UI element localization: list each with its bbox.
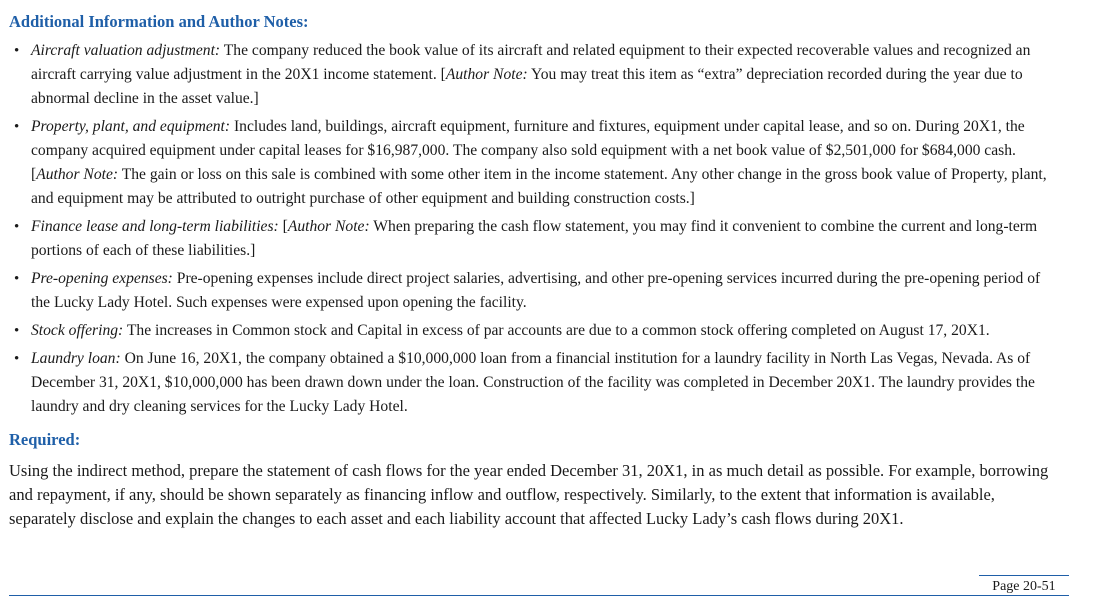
document-page — [9, 0, 1099, 531]
bullet: • — [14, 351, 20, 367]
bullet: • — [14, 43, 20, 59]
author-note-label: Author Note: — [287, 218, 370, 235]
page-number: Page 20-51 — [979, 575, 1069, 596]
note-aircraft-valuation — [9, 39, 1099, 111]
note-text: When preparing the cash flow statement, you may find it convenient to combine the current and long-term portions of each of these liabilities.] — [31, 218, 1038, 259]
required-text: Using the indirect method, prepare the statement of cash flows for the year ended December 31, 20X1, in as much detail as possible. For example, borrowing and repayment, if any, should be shown separately as financing inflow and outflow, respectively. Similarly, to the extent that information is available, separately disclose and explain the changes to each asset and each liability account that affected Lucky Lady’s cash flows during 20X1. — [9, 461, 1049, 528]
notes-list — [9, 39, 1099, 419]
note-laundry-loan — [9, 347, 1099, 419]
note-text: Pre-opening expenses include direct project salaries, advertising, and other pre-opening services incurred during the pre-opening period of the Lucky Lady Hotel. Such expenses were expensed upon opening the facility. — [31, 270, 1041, 311]
note-stock-offering — [9, 319, 1099, 343]
author-note-label: Author Note: — [36, 166, 119, 183]
note-lead: Finance lease and long-term liabilities: — [31, 218, 279, 235]
required-heading: Required: — [9, 430, 81, 449]
author-note-label: Author Note: — [445, 66, 528, 83]
note-text: The increases in Common stock and Capital in excess of par accounts are due to a common stock offering completed on August 17, 20X1. — [123, 322, 990, 339]
note-pre-opening-expenses — [9, 267, 1099, 315]
note-text: The gain or loss on this sale is combined with some other item in the income statement. Any other change in the gross book value of Property, plant, and equipment may be attributed to outright purchase of other equipment and building construction costs.] — [31, 166, 1047, 207]
bullet: • — [14, 219, 20, 235]
note-lead: Stock offering: — [31, 322, 124, 339]
note-text: Includes land, buildings, aircraft equipment, furniture and fixtures, equipment under capital lease, and so on. During 20X1, the company acquired equipment under capital leases for $16,987,000. The company also sold equipment with a net book value of $2,501,000 for $684,000 cash. [ — [31, 118, 1025, 183]
bottom-divider — [9, 595, 1069, 596]
additional-info-heading: Additional Information and Author Notes: — [9, 12, 309, 31]
bullet: • — [14, 323, 20, 339]
note-lead: Property, plant, and equipment: — [31, 118, 231, 135]
note-text: You may treat this item as “extra” depreciation recorded during the year due to abnormal decline in the asset value.] — [31, 66, 1023, 107]
note-text: On June 16, 20X1, the company obtained a $10,000,000 loan from a financial institution for a laundry facility in North Las Vegas, Nevada. As of December 31, 20X1, $10,000,000 has been drawn down under the loan. Construction of the facility was completed in December 20X1. The laundry provides the laundry and dry cleaning services for the Lucky Lady Hotel. — [31, 350, 1035, 415]
note-lead: Pre-opening expenses: — [31, 270, 173, 287]
bullet: • — [14, 271, 20, 287]
note-lead: Aircraft valuation adjustment: — [31, 42, 221, 59]
note-text: [ — [278, 218, 288, 235]
note-finance-lease — [9, 215, 1099, 263]
note-property-plant-equipment — [9, 115, 1099, 211]
note-lead: Laundry loan: — [31, 350, 121, 367]
bullet: • — [14, 119, 20, 135]
note-text: The company reduced the book value of its aircraft and related equipment to their expected recoverable values and recognized an aircraft carrying value adjustment in the 20X1 income statement. [ — [31, 42, 1031, 83]
